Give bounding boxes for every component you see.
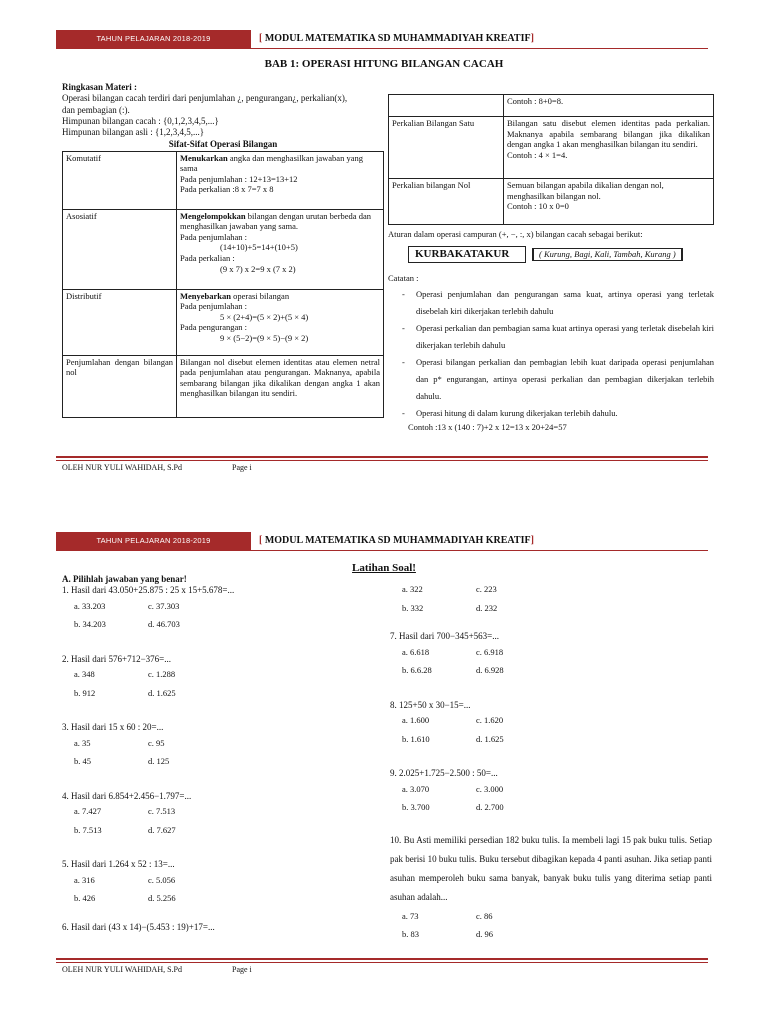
header-rule: [56, 48, 708, 49]
intro-line: Operasi bilangan cacah terdiri dari penjumlahan ¿, pengurangan¿, perkalian(x),: [62, 93, 348, 104]
page-footer: [62, 965, 252, 975]
option: c. 1.288: [148, 669, 176, 679]
property-desc: Menukarkan angka dan menghasilkan jawaban yang sama Pada penjumlahan : 12+13=13+12 Pada perkalian :8 x 7=7 x 8: [177, 151, 384, 209]
question-8: 8. 125+50 x 30−15=... a. 1.600 c. 1.620 b. 1.610 d. 1.625: [390, 700, 712, 745]
section-heading: A. Pilihlah jawaban yang benar!: [62, 574, 187, 584]
option: d. 96: [476, 929, 493, 940]
option: c. 1.620: [476, 715, 504, 725]
table-row: [389, 95, 714, 117]
summary-column: [62, 82, 384, 418]
header-module-title: [ MODUL MATEMATIKA SD MUHAMMADIYAH KREATIF]: [259, 32, 534, 44]
question-1: 1. Hasil dari 43.050+25.875 : 25 x 15+5.678=... a. 33.203 c. 37.303 b. 34.203 d. 46.703: [62, 585, 382, 630]
property-name: Penjumlahan dengan bilangan nol: [63, 355, 177, 417]
footer-rule: [56, 460, 708, 461]
table-row: [389, 179, 714, 225]
property-name: Perkalian bilangan Nol: [389, 179, 504, 225]
option: c. 3.000: [476, 783, 504, 794]
footer-page-number: Page i: [232, 965, 252, 974]
option: b. 7.513: [74, 824, 102, 835]
option: d. 1.625: [148, 687, 176, 698]
intro-line: dan pembagian (:).: [62, 104, 130, 115]
option: a. 348: [74, 669, 95, 679]
option: a. 7.427: [74, 806, 102, 816]
answer-options: [402, 784, 712, 813]
option: d. 46.703: [148, 619, 180, 630]
property-desc: Contoh : 8+0=8.: [504, 95, 714, 117]
questions-left-column: [62, 574, 382, 933]
summary-heading: Ringkasan Materi :: [62, 82, 137, 92]
list-item: - Operasi perkalian dan pembagian sama kuat artinya operasi yang terletak disebelah kiri dikerjakan terlebih dahulu: [388, 320, 714, 354]
page-header: [56, 532, 708, 550]
answer-options: [74, 669, 382, 698]
notes-list: [388, 286, 714, 422]
footer-rule: [56, 456, 708, 458]
property-desc: Bilangan nol disebut elemen identitas atau elemen netral pada penjumlahan atau pengurangan. Maknanya, apabila sembarang bilangan jika dikalikan dengan angka 1 akan menghasilkan bilangan itu sendiri.: [177, 355, 384, 417]
answer-options: [74, 875, 382, 904]
option: a. 6.618: [402, 646, 430, 657]
page-two: [0, 512, 768, 1024]
answer-options: [74, 806, 382, 835]
property-desc: Semuan bilangan apabila dikalian dengan nol, menghasilkan bilangan nol. Contoh : 10 x 0=0: [504, 179, 714, 225]
mixed-operation-rule: Aturan dalam operasi campuran (+, −, :, x) bilangan cacah sebagai berikut:: [388, 229, 643, 239]
answer-options: [74, 601, 382, 630]
header-rule: [56, 550, 708, 551]
property-desc: Menyebarkan operasi bilangan Pada penjumlahan : 5 × (2+4)=(5 × 2)+(5 × 4) Pada pengurangan : 9 × (5−2)=(9 × 5)−(9 × 2): [177, 289, 384, 355]
option: d. 2.700: [476, 802, 504, 813]
option: b. 426: [74, 893, 96, 904]
option: a. 73: [402, 910, 419, 921]
properties-table-continued: [388, 94, 714, 225]
answer-options: [402, 911, 712, 940]
footer-rule: [56, 962, 708, 963]
option: a. 322: [402, 584, 423, 594]
option: d. 125: [148, 756, 170, 767]
kurbakatakur-box: KURBAKATAKUR: [408, 246, 526, 264]
option: d. 232: [476, 602, 498, 613]
table-row: [389, 117, 714, 179]
property-desc: Mengelompokkan bilangan dengan urutan berbeda dan menghasilkan jawaban yang sama. Pada penjumlahan : (14+10)+5=14+(10+5) Pada perkalian : (9 x 7) x 2=9 x (7 x 2): [177, 209, 384, 289]
example-line: Contoh :13 x (140 : 7)+2 x 12=13 x 20+24=57: [408, 422, 567, 432]
header-module-title: [ MODUL MATEMATIKA SD MUHAMMADIYAH KREATIF]: [259, 534, 534, 546]
property-name: Distributif: [63, 289, 177, 355]
kurbakatakur-row: [408, 246, 714, 264]
footer-author: OLEH NUR YULI WAHIDAH, S.Pd: [62, 463, 182, 472]
option: a. 35: [74, 737, 91, 748]
property-name: Komutatif: [63, 151, 177, 209]
table-row: [63, 209, 384, 289]
option: b. 45: [74, 756, 91, 767]
page-footer: [62, 463, 252, 473]
question-7: 7. Hasil dari 700−345+563=... a. 6.618 c. 6.918 b. 6.6.28 d. 6.928: [390, 631, 712, 676]
option: a. 1.600: [402, 715, 430, 725]
chapter-title: BAB 1: OPERASI HITUNG BILANGAN CACAH: [264, 58, 504, 70]
footer-page-number: Page i: [232, 463, 252, 472]
list-item: - Operasi hitung di dalam kurung dikerjakan terlebih dahulu.: [388, 405, 714, 422]
kurbakatakur-explanation: ( Kurung, Bagi, Kali, Tambah, Kurang ): [532, 248, 683, 261]
option: c. 7.513: [148, 806, 176, 816]
footer-rule: [56, 958, 708, 960]
option: b. 912: [74, 687, 96, 698]
question-9: 9. 2.025+1.725−2.500 : 50=... a. 3.070 c. 3.000 b. 3.700 d. 2.700: [390, 768, 712, 813]
option: b. 1.610: [402, 733, 430, 744]
option: a. 33.203: [74, 600, 106, 611]
list-item: - Operasi bilangan perkalian dan pembagian lebih kuat daripada operasi penjumlahan dan p* engurangan, artinya operasi perkalian dan pembagian dikerjakan terlebih dahulu.: [388, 354, 714, 405]
option: d. 6.928: [476, 665, 504, 676]
answer-options: [74, 738, 382, 767]
option: a. 316: [74, 874, 95, 885]
option: c. 86: [476, 910, 493, 921]
properties-table: [62, 151, 384, 418]
option: c. 6.918: [476, 646, 504, 657]
option: b. 83: [402, 929, 419, 940]
option: b. 6.6.28: [402, 665, 432, 676]
option: d. 7.627: [148, 824, 176, 835]
property-desc: Bilangan satu disebut elemen identitas pada perkalian. Maknanya apabila sembarang bilangan jika dikalikan dengan angka 1 akan menghasilkan bilangan itu sendiri. Contoh : 4 × 1=4.: [504, 117, 714, 179]
question-3: 3. Hasil dari 15 x 60 : 20=... a. 35 c. 95 b. 45 d. 125: [62, 722, 382, 767]
page-header: [56, 30, 708, 48]
option: d. 1.625: [476, 733, 504, 744]
header-year-band: TAHUN PELAJARAN 2018-2019: [56, 30, 251, 48]
option: c. 223: [476, 584, 497, 594]
option: b. 3.700: [402, 802, 430, 813]
question-6: 6. Hasil dari (43 x 14)−(5.453 : 19)+17=...: [62, 921, 215, 932]
notes-heading: Catatan :: [388, 273, 419, 284]
properties-heading: Sifat-Sifat Operasi Bilangan: [168, 139, 278, 150]
answer-options: [402, 715, 712, 744]
natural-number-set: Himpunan bilangan asli : {1,2,3,4,5,...}: [62, 127, 205, 137]
answer-options: [402, 647, 712, 676]
table-row: [63, 289, 384, 355]
option: c. 37.303: [148, 600, 180, 611]
question-5: 5. Hasil dari 1.264 x 52 : 13=... a. 316 c. 5.056 b. 426 d. 5.256: [62, 859, 382, 904]
option: a. 3.070: [402, 783, 430, 794]
property-name: [389, 95, 504, 117]
property-name: Perkalian Bilangan Satu: [389, 117, 504, 179]
questions-right-column: [390, 584, 712, 940]
option: b. 332: [402, 602, 424, 613]
rules-column: [388, 94, 714, 433]
option: d. 5.256: [148, 893, 176, 904]
whole-number-set: Himpunan bilangan cacah : {0,1,2,3,4,5,...}: [62, 115, 219, 126]
question-4: 4. Hasil dari 6.854+2.456−1.797=... a. 7.427 c. 7.513 b. 7.513 d. 7.627: [62, 791, 382, 836]
table-row: [63, 151, 384, 209]
exercise-title: Latihan Soal!: [352, 562, 416, 574]
table-row: [63, 355, 384, 417]
footer-author: OLEH NUR YULI WAHIDAH, S.Pd: [62, 965, 182, 974]
option: c. 95: [148, 737, 165, 748]
question-10: 10. Bu Asti memiliki persedian 182 buku tulis. Ia membeli lagi 15 pak buku tulis. Setiap pak berisi 10 buku tulis. Buku tersebut dibagikan kepada 4 panti asuhan. Jika setiap panti asuhan memperoleh buku sama banyak, banyak buku tulis yang diterima setiap panti asuhan adalah... a. 73 c. 86 b. 83 d. 96: [390, 834, 712, 940]
property-name: Asosiatif: [63, 209, 177, 289]
option: c. 5.056: [148, 874, 176, 885]
list-item: - Operasi penjumlahan dan pengurangan sama kuat, artinya operasi yang terletak disebelah kiri dikerjakan terlebih dahulu: [388, 286, 714, 320]
answer-options-question-6: [402, 584, 712, 613]
header-year-band: TAHUN PELAJARAN 2018-2019: [56, 532, 251, 550]
question-2: 2. Hasil dari 576+712−376=... a. 348 c. 1.288 b. 912 d. 1.625: [62, 654, 382, 699]
option: b. 34.203: [74, 619, 106, 630]
